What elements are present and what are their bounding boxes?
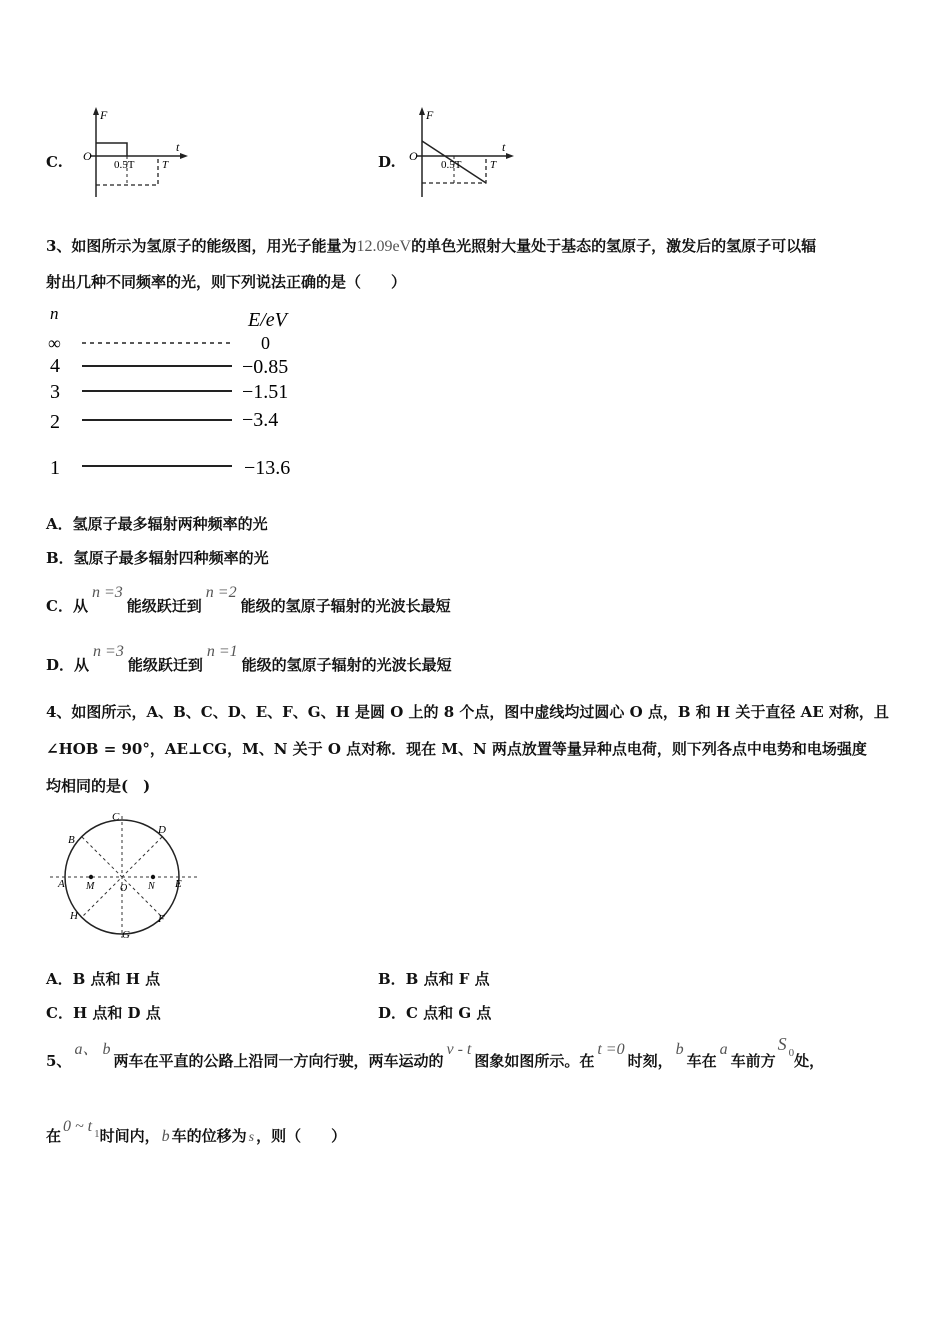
q3-option-c[interactable]: C．从n =3能级跃迁到n =2能级的氢原子辐射的光波长最短 [46,584,451,615]
option-d-label: D. [378,153,396,171]
graph-c-period: T [162,159,169,171]
q3-option-a[interactable]: A．氢原子最多辐射两种频率的光 [46,515,268,533]
circle-diagram [44,808,204,944]
q5-line2: 在0 ~ t $_1$时间内， b 车的位移为 s ，则（ ） [46,1118,347,1145]
graph-c-f: F [100,108,108,122]
label-h: H [70,910,78,922]
graph-c [80,105,190,201]
q5-line1: 5、a、 b两车在平直的公路上沿同一方向行驶，两车运动的v - t图象如图所示。在t =0时刻，b车在a车前方S 0处， [46,1034,825,1070]
graph-c-o: O [83,149,92,163]
label-a: A [58,878,65,890]
label-b: B [68,834,75,846]
graph-d-period: T [490,159,497,171]
q3-option-b[interactable]: B．氢原子最多辐射四种频率的光 [46,549,269,567]
level-3-e: −1.51 [242,381,289,403]
label-f: F [158,913,165,925]
q4-line2: ∠HOB = 90°，AE⊥CG，M、N 关于 O 点对称．现在 M、N 两点放置等量异种点电荷，则下列各点中电势和电场强度 [46,740,867,758]
graph-d-o: O [409,149,418,163]
q4-line3: 均相同的是( ) [46,777,151,795]
label-o: O [120,883,128,894]
q3-line2: 射出几种不同频率的光，则下列说法正确的是（ ） [46,273,407,291]
graph-d [406,105,516,201]
e-header: E/eV [248,309,287,331]
level-3-n: 3 [50,381,60,403]
graph-d-f: F [426,108,434,122]
graph-d-half: 0.5T [441,159,462,171]
q4-option-c[interactable]: C．H 点和 D 点 [46,1004,161,1022]
q4-option-b[interactable]: B．B 点和 F 点 [378,970,490,988]
label-c: C [112,811,120,823]
label-e: E [175,878,182,890]
level-2-e: −3.4 [242,409,279,431]
label-g: G [122,929,130,941]
graph-c-t: t [176,140,180,154]
q4-line1: 4、如图所示，A、B、C、D、E、F、G、H 是圆 O 上的 8 个点，图中虚线均过圆心 O 点，B 和 H 关于直径 AE 对称，且 [46,703,889,721]
n-header: n [50,304,59,323]
q3-line1: 3、如图所示为氢原子的能级图，用光子能量为12.09eV的单色光照射大量处于基态的氢原子，激发后的氢原子可以辐 [46,237,817,255]
level-4-n: 4 [50,355,60,377]
level-2-n: 2 [50,411,60,433]
label-n: N [148,881,155,892]
level-1-e: −13.6 [244,457,291,479]
q3-option-d[interactable]: D．从n =3能级跃迁到n =1能级的氢原子辐射的光波长最短 [46,643,452,674]
option-c-label: C. [46,153,63,171]
label-d: D [158,824,166,836]
graph-d-t: t [502,140,506,154]
energy-level-diagram [40,302,310,482]
level-inf-n: ∞ [48,333,61,353]
graph-c-half: 0.5T [114,159,135,171]
q4-option-d[interactable]: D．C 点和 G 点 [378,1004,492,1022]
level-4-e: −0.85 [242,356,289,378]
q4-option-a[interactable]: A．B 点和 H 点 [46,970,161,988]
label-m: M [86,881,95,892]
level-inf-e: 0 [261,333,270,353]
level-1-n: 1 [50,457,60,479]
